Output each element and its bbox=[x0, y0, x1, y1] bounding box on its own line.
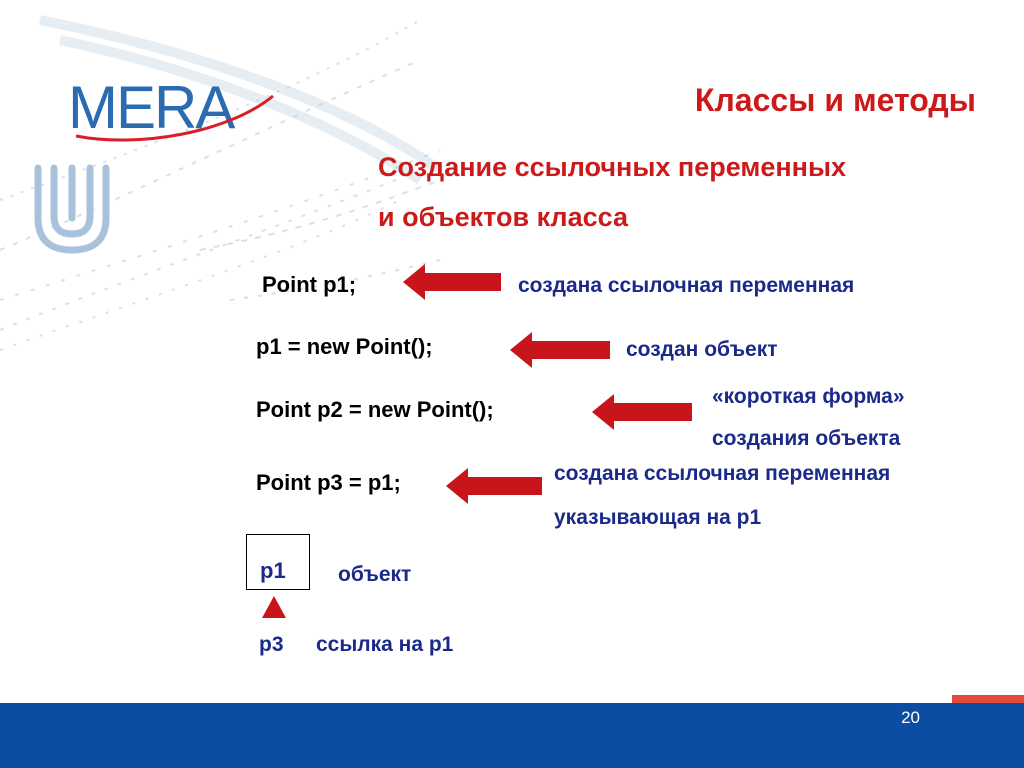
note-line-4a: создана ссылочная переменная bbox=[554, 462, 891, 485]
reference-caption: ссылка на p1 bbox=[316, 633, 454, 656]
left-arrow-icon bbox=[592, 392, 692, 432]
left-arrow-icon bbox=[446, 466, 542, 506]
slide-subtitle-line1: Создание ссылочных переменных bbox=[378, 152, 847, 182]
reference-label: p3 bbox=[259, 633, 284, 656]
object-box-label: p1 bbox=[260, 558, 286, 583]
note-line-3a: «короткая форма» bbox=[712, 385, 905, 408]
code-line-3: Point p2 = new Point(); bbox=[256, 397, 494, 422]
object-caption: объект bbox=[338, 563, 412, 586]
left-arrow-icon bbox=[403, 262, 501, 302]
logo-swoosh-icon bbox=[68, 78, 278, 148]
code-line-1: Point p1; bbox=[262, 272, 357, 297]
code-line-4: Point p3 = p1; bbox=[256, 470, 401, 495]
up-triangle-icon bbox=[262, 596, 286, 618]
note-line-3b: создания объекта bbox=[712, 427, 901, 450]
note-line-1: создана ссылочная переменная bbox=[518, 274, 855, 297]
university-emblem-icon bbox=[26, 158, 118, 258]
note-line-2: создан объект bbox=[626, 338, 778, 361]
mera-logo: MERA bbox=[68, 78, 278, 148]
footer-bar bbox=[0, 703, 1024, 768]
note-line-4b: указывающая на p1 bbox=[554, 506, 762, 529]
slide-subtitle-line2: и объектов класса bbox=[378, 202, 628, 232]
footer-accent-bar bbox=[952, 695, 1024, 703]
slide-title: Классы и методы bbox=[694, 82, 976, 118]
page-number: 20 bbox=[901, 708, 920, 727]
code-line-2: p1 = new Point(); bbox=[256, 334, 433, 359]
left-arrow-icon bbox=[510, 330, 610, 370]
